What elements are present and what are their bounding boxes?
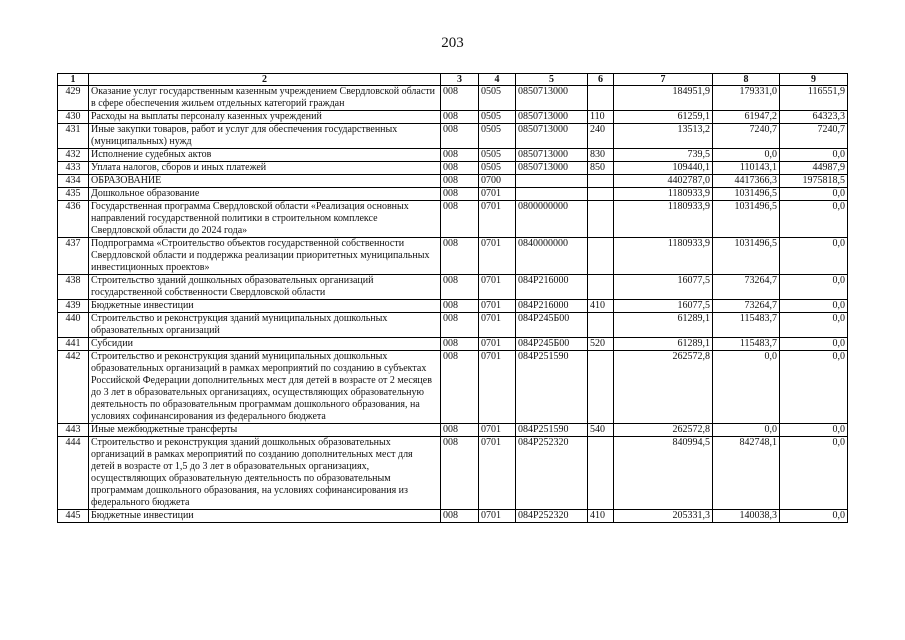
target-article-code: 0850713000 <box>516 162 588 175</box>
ministry-code: 008 <box>441 162 479 175</box>
target-article-code <box>516 175 588 188</box>
section-code: 0701 <box>479 201 516 238</box>
table-row <box>58 275 848 300</box>
expense-type-code <box>588 351 614 424</box>
table-row <box>58 338 848 351</box>
amount-col-8: 0,0 <box>713 424 780 437</box>
ministry-code: 008 <box>441 275 479 300</box>
amount-col-9: 1975818,5 <box>780 175 848 188</box>
section-code: 0701 <box>479 313 516 338</box>
amount-col-9: 7240,7 <box>780 124 848 149</box>
amount-col-9: 0,0 <box>780 149 848 162</box>
section-code: 0505 <box>479 149 516 162</box>
amount-col-7: 184951,9 <box>614 86 713 111</box>
expense-name: Иные межбюджетные трансферты <box>89 424 441 437</box>
row-number: 437 <box>58 238 89 275</box>
expense-name: Иные закупки товаров, работ и услуг для обеспечения государственных (муниципальных) нужд <box>89 124 441 149</box>
table-row <box>58 351 848 424</box>
amount-col-8: 61947,2 <box>713 111 780 124</box>
table-row <box>58 111 848 124</box>
expense-name: Дошкольное образование <box>89 188 441 201</box>
amount-col-7: 205331,3 <box>614 510 713 523</box>
section-code: 0505 <box>479 162 516 175</box>
ministry-code: 008 <box>441 111 479 124</box>
section-code: 0701 <box>479 238 516 275</box>
amount-col-9: 0,0 <box>780 300 848 313</box>
section-code: 0505 <box>479 124 516 149</box>
row-number: 429 <box>58 86 89 111</box>
row-number: 438 <box>58 275 89 300</box>
expense-type-code: 410 <box>588 510 614 523</box>
expense-type-code <box>588 238 614 275</box>
ministry-code: 008 <box>441 313 479 338</box>
amount-col-8: 842748,1 <box>713 437 780 510</box>
row-number: 443 <box>58 424 89 437</box>
table-row <box>58 437 848 510</box>
expense-type-code: 830 <box>588 149 614 162</box>
expense-type-code <box>588 86 614 111</box>
section-code: 0701 <box>479 275 516 300</box>
table-row <box>58 201 848 238</box>
header-cell: 1 <box>58 74 89 86</box>
expense-name: Бюджетные инвестиции <box>89 510 441 523</box>
table-row <box>58 424 848 437</box>
table-row <box>58 124 848 149</box>
expense-name: ОБРАЗОВАНИЕ <box>89 175 441 188</box>
target-article-code: 084P245Б00 <box>516 313 588 338</box>
expense-name: Подпрограмма «Строительство объектов государственной собственности Свердловской области и поддержка реализации приоритетных муниципальных инвестиционных проектов» <box>89 238 441 275</box>
row-number: 435 <box>58 188 89 201</box>
target-article-code: 084P251590 <box>516 351 588 424</box>
amount-col-7: 16077,5 <box>614 300 713 313</box>
expense-name: Государственная программа Свердловской области «Реализация основных направлений государственной политики в строительном комплексе Свердловской области до 2024 года» <box>89 201 441 238</box>
amount-col-7: 16077,5 <box>614 275 713 300</box>
table-row <box>58 162 848 175</box>
expense-name: Уплата налогов, сборов и иных платежей <box>89 162 441 175</box>
amount-col-8: 0,0 <box>713 351 780 424</box>
expense-name: Исполнение судебных актов <box>89 149 441 162</box>
ministry-code: 008 <box>441 300 479 313</box>
amount-col-7: 61289,1 <box>614 338 713 351</box>
expense-type-code <box>588 188 614 201</box>
ministry-code: 008 <box>441 124 479 149</box>
table-row <box>58 188 848 201</box>
ministry-code: 008 <box>441 351 479 424</box>
table-row <box>58 238 848 275</box>
ministry-code: 008 <box>441 338 479 351</box>
header-cell: 4 <box>479 74 516 86</box>
budget-table <box>57 73 848 523</box>
amount-col-7: 739,5 <box>614 149 713 162</box>
header-cell: 3 <box>441 74 479 86</box>
target-article-code: 084P216000 <box>516 300 588 313</box>
ministry-code: 008 <box>441 238 479 275</box>
amount-col-8: 1031496,5 <box>713 201 780 238</box>
amount-col-9: 0,0 <box>780 510 848 523</box>
amount-col-7: 4402787,0 <box>614 175 713 188</box>
expense-name: Оказание услуг государственным казенным учреждением Свердловской области в сфере обеспечения жильем отдельных категорий граждан <box>89 86 441 111</box>
amount-col-8: 73264,7 <box>713 275 780 300</box>
header-cell: 7 <box>614 74 713 86</box>
amount-col-9: 0,0 <box>780 188 848 201</box>
table-row <box>58 175 848 188</box>
amount-col-7: 262572,8 <box>614 351 713 424</box>
ministry-code: 008 <box>441 149 479 162</box>
amount-col-8: 179331,0 <box>713 86 780 111</box>
ministry-code: 008 <box>441 86 479 111</box>
expense-name: Строительство и реконструкция зданий дошкольных образовательных организаций в рамках мероприятий по созданию дополнительных мест для детей в возрасте от 1,5 до 3 лет в образовательных организациях, осуществляющих образовательную деятельность по образовательным программам дошкольного образования, на условиях софинансирования из федерального бюджета <box>89 437 441 510</box>
ministry-code: 008 <box>441 175 479 188</box>
expense-type-code <box>588 313 614 338</box>
amount-col-9: 0,0 <box>780 313 848 338</box>
target-article-code: 0800000000 <box>516 201 588 238</box>
ministry-code: 008 <box>441 188 479 201</box>
section-code: 0701 <box>479 300 516 313</box>
target-article-code: 084P252320 <box>516 437 588 510</box>
expense-name: Субсидии <box>89 338 441 351</box>
amount-col-8: 115483,7 <box>713 313 780 338</box>
amount-col-9: 0,0 <box>780 424 848 437</box>
expense-name: Строительство зданий дошкольных образовательных организаций государственной собственности Свердловской области <box>89 275 441 300</box>
header-cell: 6 <box>588 74 614 86</box>
header-cell: 5 <box>516 74 588 86</box>
row-number: 432 <box>58 149 89 162</box>
amount-col-8: 115483,7 <box>713 338 780 351</box>
amount-col-7: 13513,2 <box>614 124 713 149</box>
table-row <box>58 86 848 111</box>
target-article-code <box>516 188 588 201</box>
ministry-code: 008 <box>441 201 479 238</box>
amount-col-9: 44987,9 <box>780 162 848 175</box>
expense-type-code <box>588 175 614 188</box>
amount-col-9: 0,0 <box>780 351 848 424</box>
amount-col-9: 0,0 <box>780 275 848 300</box>
expense-type-code <box>588 201 614 238</box>
amount-col-8: 1031496,5 <box>713 238 780 275</box>
expense-type-code: 240 <box>588 124 614 149</box>
row-number: 436 <box>58 201 89 238</box>
amount-col-7: 1180933,9 <box>614 188 713 201</box>
amount-col-7: 61289,1 <box>614 313 713 338</box>
amount-col-8: 1031496,5 <box>713 188 780 201</box>
row-number: 431 <box>58 124 89 149</box>
amount-col-9: 0,0 <box>780 238 848 275</box>
row-number: 444 <box>58 437 89 510</box>
amount-col-7: 1180933,9 <box>614 201 713 238</box>
expense-name: Расходы на выплаты персоналу казенных учреждений <box>89 111 441 124</box>
section-code: 0700 <box>479 175 516 188</box>
target-article-code: 0840000000 <box>516 238 588 275</box>
header-cell: 9 <box>780 74 848 86</box>
row-number: 439 <box>58 300 89 313</box>
table-row <box>58 510 848 523</box>
expense-type-code: 110 <box>588 111 614 124</box>
expense-type-code: 520 <box>588 338 614 351</box>
header-cell: 2 <box>89 74 441 86</box>
ministry-code: 008 <box>441 437 479 510</box>
section-code: 0701 <box>479 510 516 523</box>
section-code: 0701 <box>479 338 516 351</box>
amount-col-8: 73264,7 <box>713 300 780 313</box>
amount-col-9: 116551,9 <box>780 86 848 111</box>
row-number: 440 <box>58 313 89 338</box>
section-code: 0701 <box>479 188 516 201</box>
section-code: 0701 <box>479 351 516 424</box>
target-article-code: 0850713000 <box>516 111 588 124</box>
amount-col-9: 0,0 <box>780 201 848 238</box>
expense-name: Строительство и реконструкция зданий муниципальных дошкольных образовательных организаций в рамках мероприятий по созданию в субъектах Российской Федерации дополнительных мест для детей в возрасте от 2 месяцев до 3 лет в образовательных организациях, осуществляющих образовательную деятельность по образовательным программам дошкольного образования, на условиях софинансирования из федерального бюджета <box>89 351 441 424</box>
amount-col-7: 1180933,9 <box>614 238 713 275</box>
table-row <box>58 149 848 162</box>
section-code: 0505 <box>479 86 516 111</box>
amount-col-8: 4417366,3 <box>713 175 780 188</box>
row-number: 445 <box>58 510 89 523</box>
target-article-code: 084P252320 <box>516 510 588 523</box>
expense-type-code: 410 <box>588 300 614 313</box>
row-number: 441 <box>58 338 89 351</box>
amount-col-8: 0,0 <box>713 149 780 162</box>
row-number: 434 <box>58 175 89 188</box>
expense-type-code <box>588 275 614 300</box>
table-row <box>58 300 848 313</box>
table-row <box>58 313 848 338</box>
ministry-code: 008 <box>441 510 479 523</box>
expense-name: Строительство и реконструкция зданий муниципальных дошкольных образовательных организаций <box>89 313 441 338</box>
amount-col-7: 840994,5 <box>614 437 713 510</box>
target-article-code: 084P251590 <box>516 424 588 437</box>
amount-col-8: 7240,7 <box>713 124 780 149</box>
amount-col-9: 64323,3 <box>780 111 848 124</box>
expense-type-code: 540 <box>588 424 614 437</box>
row-number: 442 <box>58 351 89 424</box>
header-cell: 8 <box>713 74 780 86</box>
amount-col-7: 109440,1 <box>614 162 713 175</box>
section-code: 0701 <box>479 437 516 510</box>
expense-type-code <box>588 437 614 510</box>
amount-col-9: 0,0 <box>780 437 848 510</box>
target-article-code: 0850713000 <box>516 86 588 111</box>
page-number: 203 <box>441 35 464 51</box>
target-article-code: 084P216000 <box>516 275 588 300</box>
amount-col-7: 61259,1 <box>614 111 713 124</box>
ministry-code: 008 <box>441 424 479 437</box>
amount-col-9: 0,0 <box>780 338 848 351</box>
expense-name: Бюджетные инвестиции <box>89 300 441 313</box>
target-article-code: 0850713000 <box>516 124 588 149</box>
section-code: 0505 <box>479 111 516 124</box>
row-number: 433 <box>58 162 89 175</box>
amount-col-8: 110143,1 <box>713 162 780 175</box>
expense-type-code: 850 <box>588 162 614 175</box>
amount-col-7: 262572,8 <box>614 424 713 437</box>
amount-col-8: 140038,3 <box>713 510 780 523</box>
table-header-row <box>58 74 848 86</box>
section-code: 0701 <box>479 424 516 437</box>
target-article-code: 0850713000 <box>516 149 588 162</box>
row-number: 430 <box>58 111 89 124</box>
target-article-code: 084P245Б00 <box>516 338 588 351</box>
